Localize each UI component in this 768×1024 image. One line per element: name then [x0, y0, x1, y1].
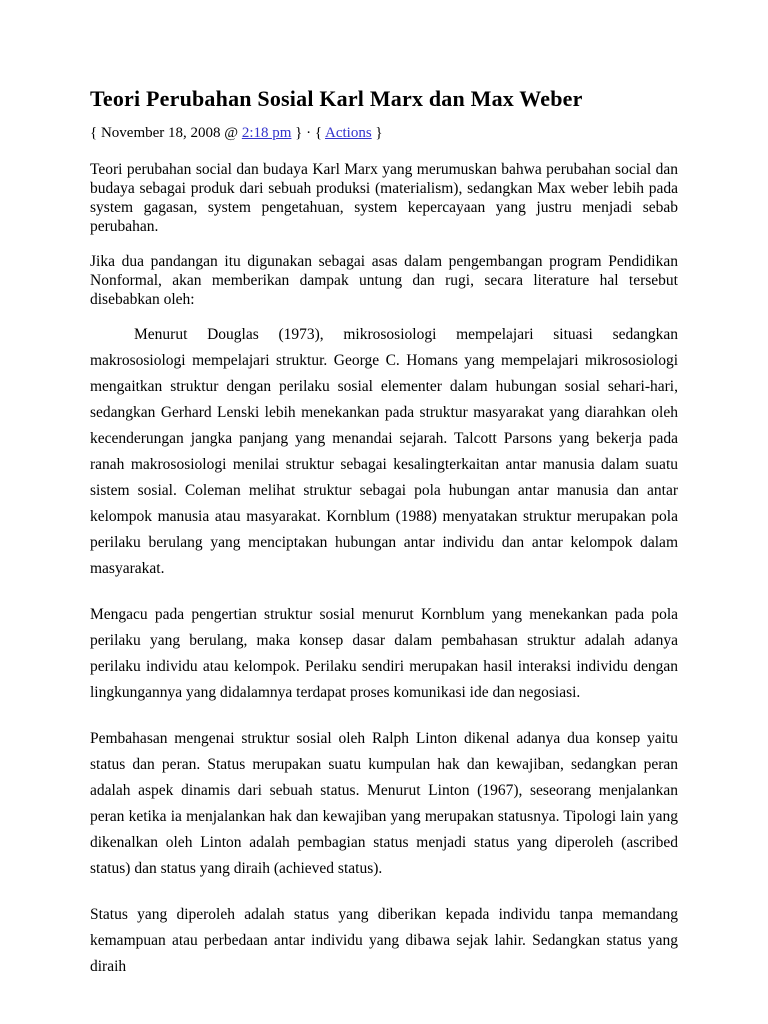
post-meta — [90, 124, 678, 143]
post-time-link[interactable]: 2:18 pm — [241, 125, 292, 142]
meta-suffix: } — [371, 125, 383, 142]
article-content — [90, 0, 678, 980]
paragraph-status: Status yang diperoleh adalah status yang diberikan kepada individu tanpa memandang kemampuan atau perbedaan antar individu yang dibawa sejak lahir. Sedangkan status yang diraih — [90, 906, 678, 976]
actions-link[interactable]: Actions — [325, 125, 372, 142]
meta-separator: } · { — [291, 125, 325, 142]
paragraph-kornblum: Mengacu pada pengertian struktur sosial menurut Kornblum yang menekankan pada pola perilaku yang berulang, maka konsep dasar dalam pembahasan struktur adalah adanya perilaku individu atau kelompok. Perilaku sendiri merupakan hasil interaksi individu dengan lingkungannya yang didalamnya terdapat proses komunikasi ide dan negosiasi. — [90, 606, 678, 702]
page-title: Teori Perubahan Sosial Karl Marx dan Max Weber — [90, 86, 583, 111]
paragraph-douglas: Menurut Douglas (1973), mikrososiologi mempelajari situasi sedangkan makrososiologi mempelajari struktur. George C. Homans yang mempelajari mikrososiologi mengaitkan struktur dengan perilaku sosial elementer dalam hubungan sosial sehari-hari, sedangkan Gerhard Lenski lebih menekankan pada struktur masyarakat yang diarahkan oleh kecenderungan jangka panjang yang menandai sejarah. Talcott Parsons yang bekerja pada ranah makrososiologi menilai struktur sebagai kesalingterkaitan antar manusia dalam suatu sistem sosial. Coleman melihat struktur sebagai pola hubungan antar manusia dan antar kelompok manusia atau masyarakat. Kornblum (1988) menyatakan struktur merupakan pola perilaku berulang yang menciptakan hubungan antar individu dan antar kelompok dalam masyarakat. — [90, 326, 678, 578]
paragraph-linton: Pembahasan mengenai struktur sosial oleh Ralph Linton dikenal adanya dua konsep yaitu status dan peran. Status merupakan suatu kumpulan hak dan kewajiban, sedangkan peran adalah aspek dinamis dari sebuah status. Menurut Linton (1967), seseorang menjalankan peran ketika ia menjalankan hak dan kewajiban yang merupakan statusnya. Tipologi lain yang dikenalkan oleh Linton adalah pembagian status menjadi status yang diperoleh (ascribed status) dan status yang diraih (achieved status). — [90, 730, 678, 878]
paragraph-two-views: Jika dua pandangan itu digunakan sebagai asas dalam pengembangan program Pendidikan Nonformal, akan memberikan dampak untung dan rugi, secara literature hal tersebut disebabkan oleh: — [90, 253, 678, 309]
paragraph-intro: Teori perubahan social dan budaya Karl Marx yang merumuskan bahwa perubahan social dan budaya sebagai produk dari sebuah produksi (materialism), sedangkan Max weber lebih pada system gagasan, system pengetahuan, system kepercayaan yang justru menjadi sebab perubahan. — [90, 161, 678, 236]
meta-date-prefix: { November 18, 2008 @ — [90, 125, 242, 142]
